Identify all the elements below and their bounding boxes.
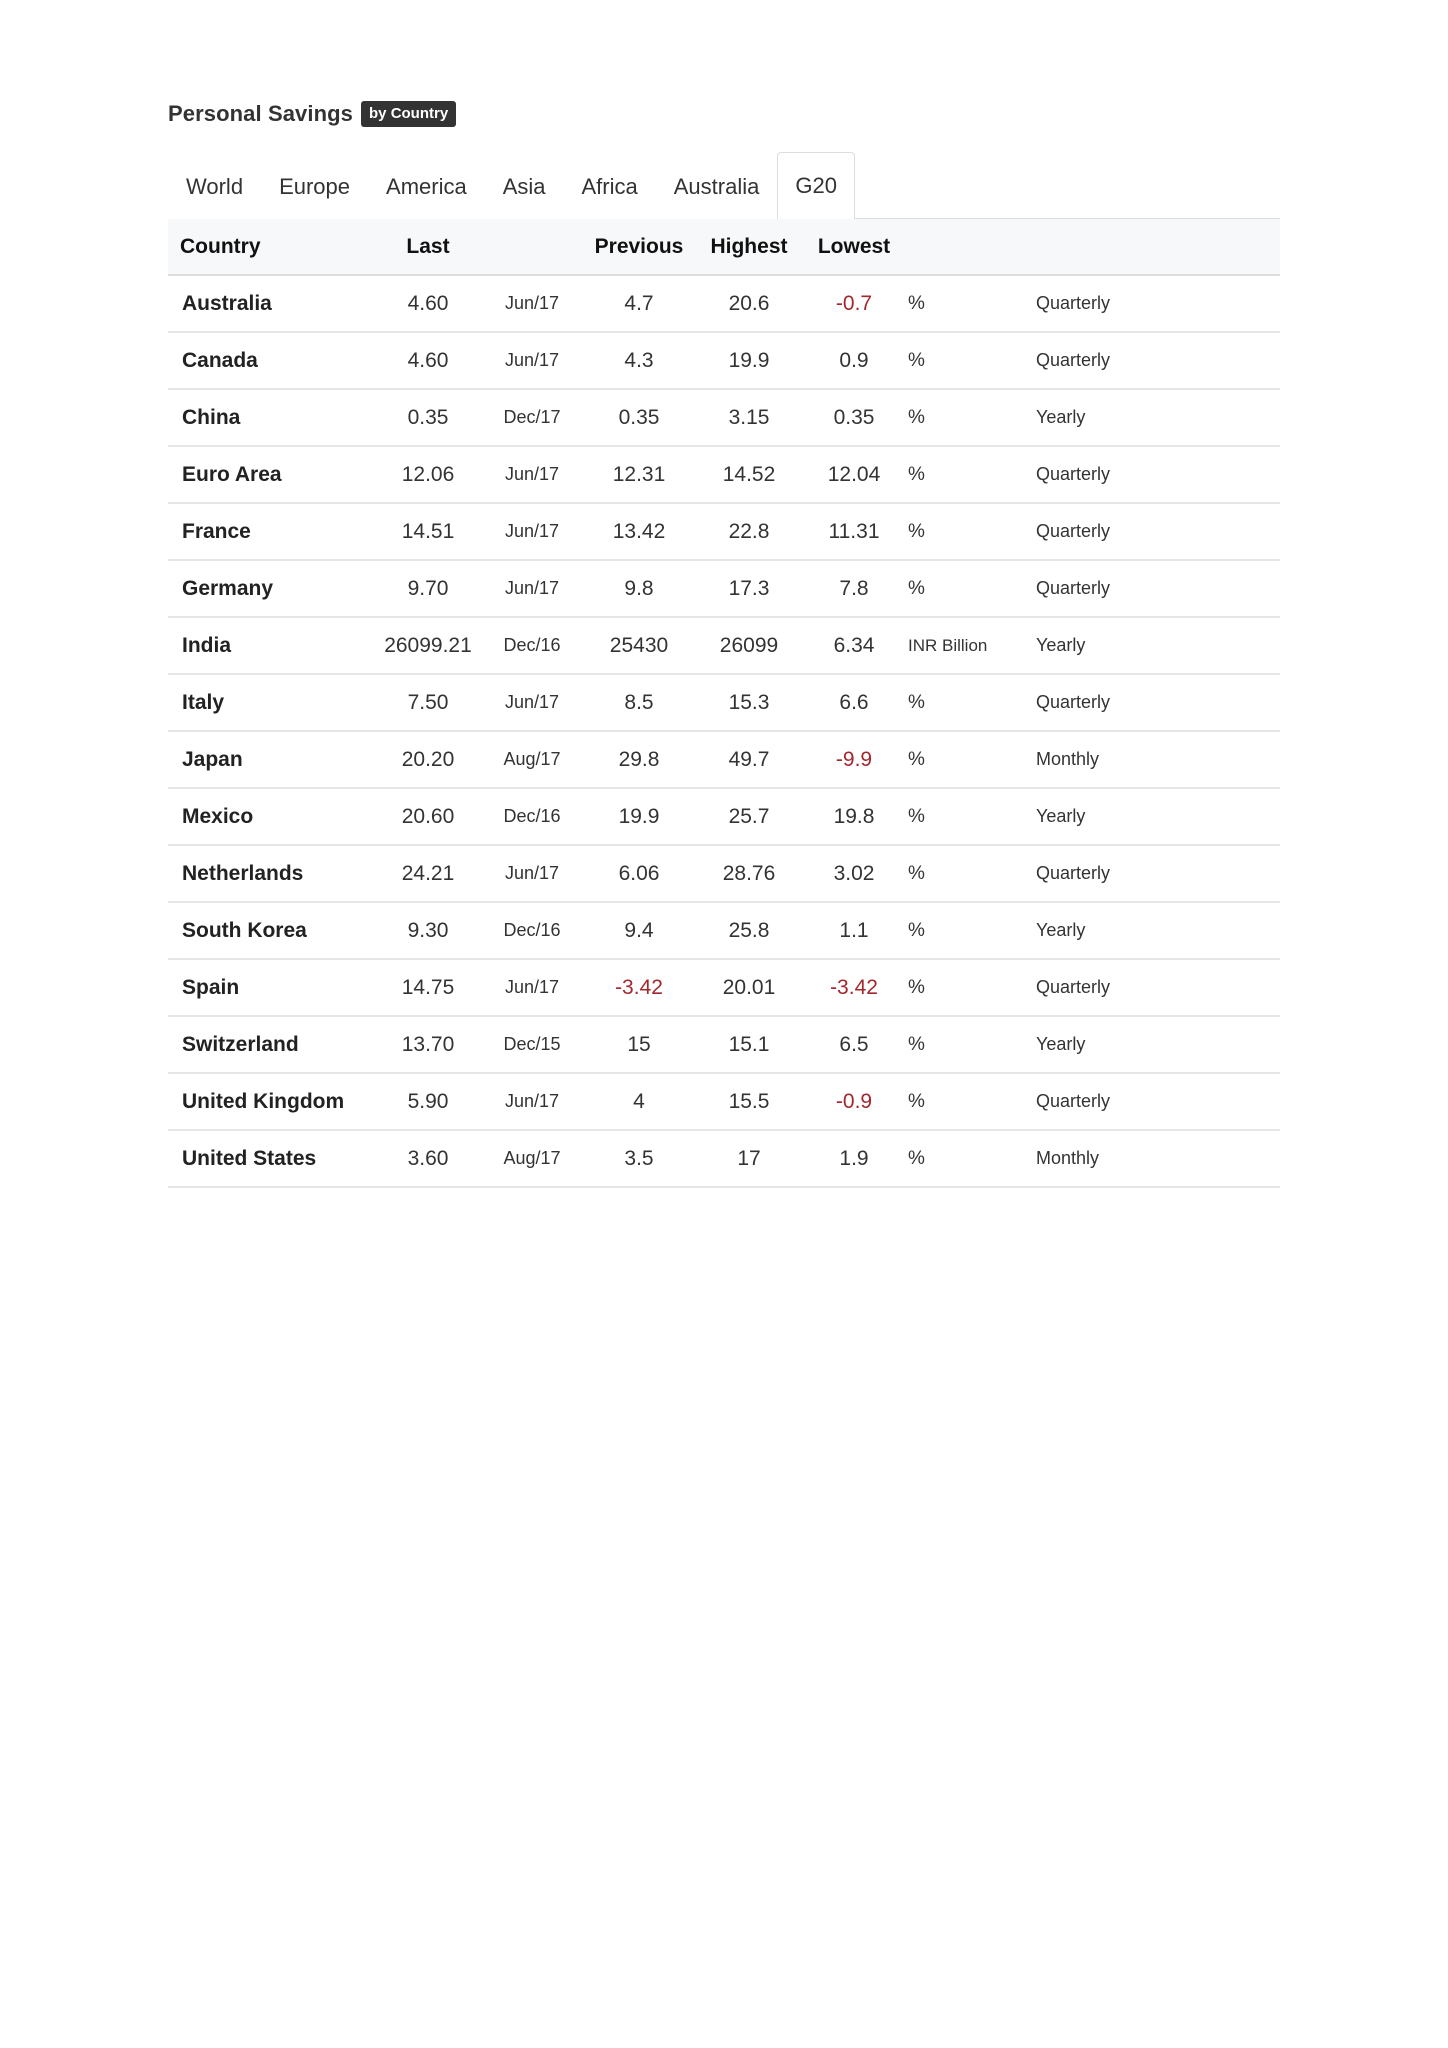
highest-value: 15.5 xyxy=(728,1089,770,1113)
unit-label: % xyxy=(908,463,925,485)
by-country-badge: by Country xyxy=(361,101,456,127)
column-header-last[interactable]: Last xyxy=(406,234,450,258)
reference-date: Jun/17 xyxy=(504,293,560,313)
table-row[interactable] xyxy=(168,446,1280,503)
unit-label: % xyxy=(908,1033,925,1055)
country-link[interactable]: South Korea xyxy=(182,918,307,942)
unit-label: % xyxy=(908,1147,925,1169)
highest-value: 26099 xyxy=(719,633,779,657)
table-body xyxy=(168,275,1280,1187)
lowest-value: -0.7 xyxy=(835,291,873,315)
frequency-label: Yearly xyxy=(1036,635,1086,655)
table-row[interactable] xyxy=(168,902,1280,959)
frequency-label: Monthly xyxy=(1036,749,1100,769)
unit-label: % xyxy=(908,691,925,713)
highest-value: 22.8 xyxy=(728,519,770,543)
column-header-previous[interactable]: Previous xyxy=(594,234,684,258)
last-value: 12.06 xyxy=(401,462,455,486)
previous-value: 29.8 xyxy=(618,747,660,771)
tab-world[interactable]: World xyxy=(168,153,261,219)
lowest-value: 1.9 xyxy=(839,1146,869,1170)
last-value: 20.20 xyxy=(401,747,455,771)
table-header-row xyxy=(168,219,1280,275)
table-row[interactable] xyxy=(168,788,1280,845)
table-row[interactable] xyxy=(168,503,1280,560)
tab-africa[interactable]: Africa xyxy=(564,153,656,219)
unit-label: % xyxy=(908,292,925,314)
frequency-label: Quarterly xyxy=(1036,350,1111,370)
column-header-lowest[interactable]: Lowest xyxy=(817,234,891,258)
lowest-value: 6.34 xyxy=(833,633,875,657)
tab-australia[interactable]: Australia xyxy=(656,153,778,219)
reference-date: Jun/17 xyxy=(504,1091,560,1111)
highest-value: 20.01 xyxy=(722,975,776,999)
last-value: 9.30 xyxy=(407,918,449,942)
frequency-label: Quarterly xyxy=(1036,578,1111,598)
highest-value: 20.6 xyxy=(728,291,770,315)
lowest-value: -0.9 xyxy=(835,1089,873,1113)
reference-date: Jun/17 xyxy=(504,692,560,712)
region-tabs xyxy=(168,152,1280,219)
column-header-frequency xyxy=(1032,219,1280,275)
previous-value: 9.8 xyxy=(624,576,654,600)
frequency-label: Quarterly xyxy=(1036,863,1111,883)
reference-date: Dec/15 xyxy=(503,1034,561,1054)
frequency-label: Yearly xyxy=(1036,806,1086,826)
country-link[interactable]: France xyxy=(182,519,251,543)
last-value: 5.90 xyxy=(407,1089,449,1113)
last-value: 7.50 xyxy=(407,690,449,714)
last-value: 14.51 xyxy=(401,519,455,543)
frequency-label: Monthly xyxy=(1036,1148,1100,1168)
lowest-value: 6.6 xyxy=(839,690,869,714)
country-link[interactable]: India xyxy=(182,633,232,657)
previous-value: 9.4 xyxy=(624,918,654,942)
lowest-value: 6.5 xyxy=(839,1032,869,1056)
reference-date: Jun/17 xyxy=(504,863,560,883)
last-value: 0.35 xyxy=(407,405,449,429)
table-row[interactable] xyxy=(168,389,1280,446)
frequency-label: Quarterly xyxy=(1036,464,1111,484)
highest-value: 17.3 xyxy=(728,576,770,600)
table-row[interactable] xyxy=(168,1130,1280,1187)
unit-label: % xyxy=(908,520,925,542)
reference-date: Jun/17 xyxy=(504,521,560,541)
frequency-label: Quarterly xyxy=(1036,521,1111,541)
previous-value: 4 xyxy=(633,1089,645,1113)
table-row[interactable] xyxy=(168,845,1280,902)
last-value: 14.75 xyxy=(401,975,455,999)
highest-value: 15.3 xyxy=(728,690,770,714)
last-value: 4.60 xyxy=(407,348,449,372)
savings-widget xyxy=(168,96,1280,1188)
table-row[interactable] xyxy=(168,674,1280,731)
lowest-value: -9.9 xyxy=(835,747,873,771)
previous-value: 0.35 xyxy=(618,405,660,429)
country-link[interactable]: Euro Area xyxy=(182,462,282,486)
highest-value: 14.52 xyxy=(722,462,776,486)
previous-value: 13.42 xyxy=(612,519,666,543)
highest-value: 25.8 xyxy=(728,918,770,942)
table-row[interactable] xyxy=(168,1016,1280,1073)
reference-date: Jun/17 xyxy=(504,464,560,484)
reference-date: Aug/17 xyxy=(503,1148,561,1168)
last-value: 20.60 xyxy=(401,804,455,828)
table-row[interactable] xyxy=(168,275,1280,332)
highest-value: 15.1 xyxy=(728,1032,770,1056)
highest-value: 17 xyxy=(737,1146,761,1170)
frequency-label: Yearly xyxy=(1036,407,1086,427)
country-link[interactable]: Switzerland xyxy=(182,1032,299,1056)
column-header-highest[interactable]: Highest xyxy=(710,234,788,258)
unit-label: % xyxy=(908,406,925,428)
country-link[interactable]: United Kingdom xyxy=(182,1089,345,1113)
savings-table xyxy=(168,219,1280,1188)
highest-value: 25.7 xyxy=(728,804,770,828)
frequency-label: Quarterly xyxy=(1036,293,1111,313)
previous-value: 19.9 xyxy=(618,804,660,828)
reference-date: Jun/17 xyxy=(504,350,560,370)
unit-label: % xyxy=(908,805,925,827)
lowest-value: 1.1 xyxy=(839,918,869,942)
country-link[interactable]: Mexico xyxy=(182,804,254,828)
table-row[interactable] xyxy=(168,959,1280,1016)
unit-label: % xyxy=(908,976,925,998)
reference-date: Jun/17 xyxy=(504,578,560,598)
unit-label: INR Billion xyxy=(908,635,988,655)
last-value: 24.21 xyxy=(401,861,455,885)
table-row[interactable] xyxy=(168,332,1280,389)
frequency-label: Quarterly xyxy=(1036,1091,1111,1111)
unit-label: % xyxy=(908,1090,925,1112)
previous-value: 3.5 xyxy=(624,1146,654,1170)
highest-value: 49.7 xyxy=(728,747,770,771)
tab-asia[interactable]: Asia xyxy=(485,153,564,219)
country-link[interactable]: Japan xyxy=(182,747,243,771)
lowest-value: 3.02 xyxy=(833,861,875,885)
column-header-unit xyxy=(904,219,1032,275)
frequency-label: Yearly xyxy=(1036,1034,1086,1054)
frequency-label: Yearly xyxy=(1036,920,1086,940)
unit-label: % xyxy=(908,919,925,941)
previous-value: 25430 xyxy=(609,633,669,657)
lowest-value: 7.8 xyxy=(839,576,869,600)
column-header-country[interactable]: Country xyxy=(180,234,261,258)
column-header-date xyxy=(480,219,584,275)
country-link[interactable]: Australia xyxy=(182,291,272,315)
previous-value: 15 xyxy=(627,1032,651,1056)
last-value: 3.60 xyxy=(407,1146,449,1170)
table-row[interactable] xyxy=(168,617,1280,674)
last-value: 13.70 xyxy=(401,1032,455,1056)
highest-value: 3.15 xyxy=(728,405,770,429)
lowest-value: 12.04 xyxy=(827,462,881,486)
tab-g20[interactable]: G20 xyxy=(777,152,855,219)
previous-value: 8.5 xyxy=(624,690,654,714)
previous-value: -3.42 xyxy=(615,975,663,999)
table-row[interactable] xyxy=(168,1073,1280,1130)
unit-label: % xyxy=(908,748,925,770)
country-link[interactable]: Canada xyxy=(182,348,258,372)
last-value: 4.60 xyxy=(407,291,449,315)
unit-label: % xyxy=(908,577,925,599)
previous-value: 4.7 xyxy=(624,291,654,315)
widget-header xyxy=(168,96,1280,132)
highest-value: 28.76 xyxy=(722,861,776,885)
previous-value: 4.3 xyxy=(624,348,654,372)
country-link[interactable]: United States xyxy=(182,1146,317,1170)
previous-value: 12.31 xyxy=(612,462,666,486)
country-link[interactable]: Netherlands xyxy=(182,861,304,885)
tab-europe[interactable]: Europe xyxy=(261,153,368,219)
last-value: 26099.21 xyxy=(384,633,472,657)
lowest-value: 19.8 xyxy=(833,804,875,828)
frequency-label: Quarterly xyxy=(1036,692,1111,712)
reference-date: Dec/16 xyxy=(503,920,561,940)
reference-date: Dec/16 xyxy=(503,806,561,826)
unit-label: % xyxy=(908,349,925,371)
reference-date: Aug/17 xyxy=(503,749,561,769)
lowest-value: 11.31 xyxy=(828,519,880,543)
previous-value: 6.06 xyxy=(618,861,660,885)
tab-america[interactable]: America xyxy=(368,153,485,219)
unit-label: % xyxy=(908,862,925,884)
country-link[interactable]: Italy xyxy=(182,690,225,714)
table-row[interactable] xyxy=(168,560,1280,617)
highest-value: 19.9 xyxy=(728,348,770,372)
reference-date: Dec/16 xyxy=(503,635,561,655)
country-link[interactable]: China xyxy=(182,405,241,429)
country-link[interactable]: Germany xyxy=(182,576,274,600)
lowest-value: 0.35 xyxy=(833,405,875,429)
lowest-value: 0.9 xyxy=(839,348,869,372)
country-link[interactable]: Spain xyxy=(182,975,240,999)
lowest-value: -3.42 xyxy=(830,975,878,999)
reference-date: Dec/17 xyxy=(503,407,561,427)
page-title: Personal Savings xyxy=(168,101,354,126)
reference-date: Jun/17 xyxy=(504,977,560,997)
frequency-label: Quarterly xyxy=(1036,977,1111,997)
last-value: 9.70 xyxy=(407,576,449,600)
table-row[interactable] xyxy=(168,731,1280,788)
